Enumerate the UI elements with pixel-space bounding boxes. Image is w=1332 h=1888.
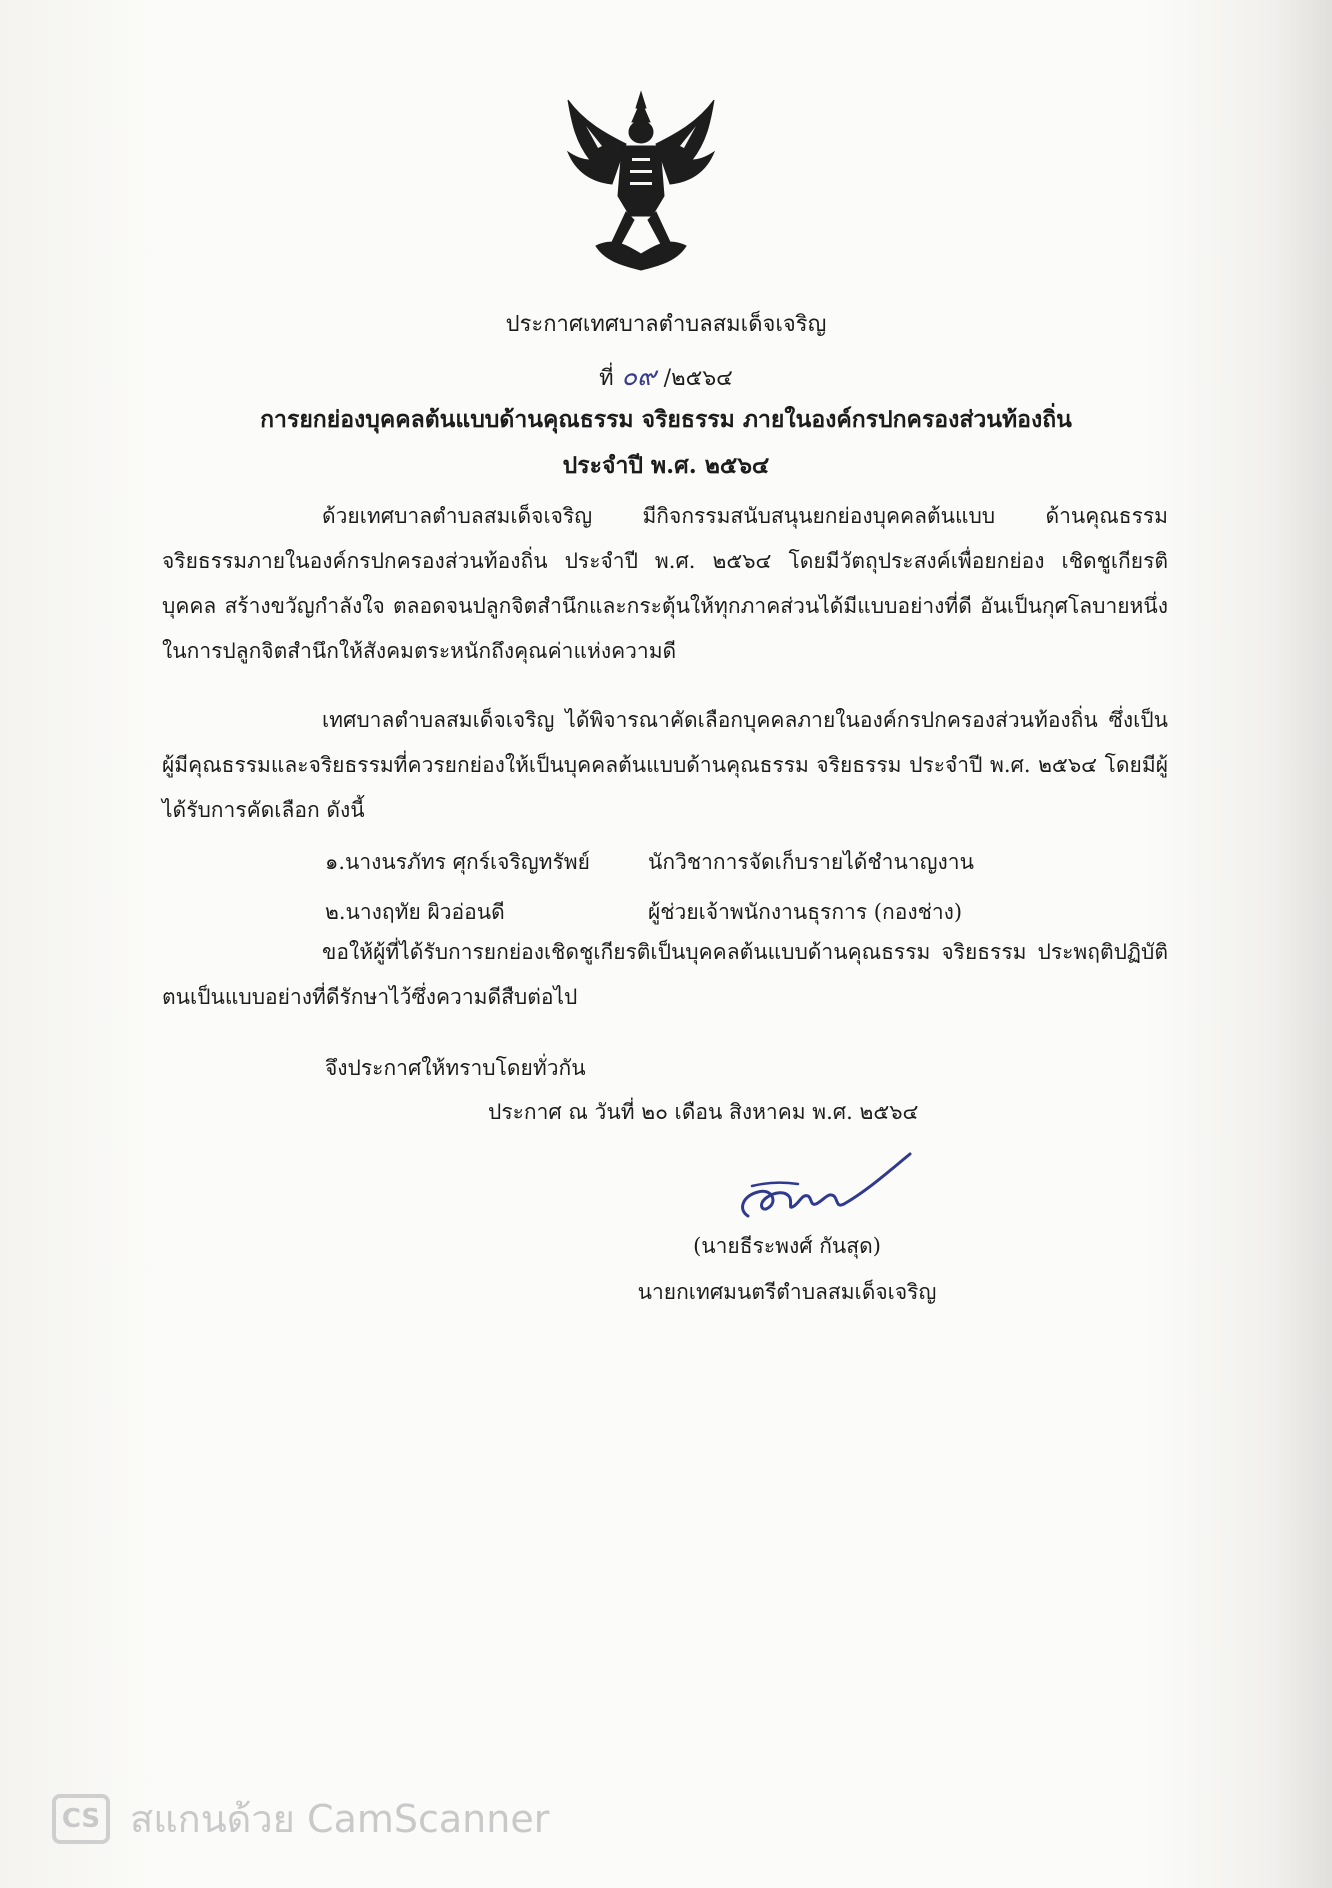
camscanner-watermark xyxy=(52,1788,549,1849)
camscanner-logo-icon: CS xyxy=(52,1794,110,1844)
honoree-position: ผู้ช่วยเจ้าพนักงานธุรการ (กองช่าง) xyxy=(648,900,963,924)
announcement-date: ประกาศ ณ วันที่ ๒๐ เดือน สิงหาคม พ.ศ. ๒๕๖๔ xyxy=(488,1100,919,1124)
body-paragraph-2: เทศบาลตำบลสมเด็จเจริญ ได้พิจารณาคัดเลือกบุคคลภายในองค์กรปกครองส่วนท้องถิ่น ซึ่งเป็นผู้มีคุณธรรมและจริยธรรมที่ควรยกย่องให้เป็นบุคคลต้นแบบด้านคุณธรรม จริยธรรม ประจำปี พ.ศ. ๒๕๖๔ โดยมีผู้ได้รับการคัดเลือก ดังนี้ xyxy=(162,708,1168,822)
page-edge-shadow xyxy=(1272,0,1332,1888)
closing-line: จึงประกาศให้ทราบโดยทั่วกัน xyxy=(325,1056,586,1080)
signer-title: นายกเทศมนตรีตำบลสมเด็จเจริญ xyxy=(637,1280,937,1304)
announcement-year: ประจำปี พ.ศ. ๒๕๖๔ xyxy=(562,452,770,479)
honoree-position: นักวิชาการจัดเก็บรายได้ชำนาญงาน xyxy=(648,850,974,874)
body-paragraph-3: ขอให้ผู้ที่ได้รับการยกย่องเชิดชูเกียรติเป็นบุคคลต้นแบบด้านคุณธรรม จริยธรรม ประพฤติปฏิบัติตนเป็นแบบอย่างที่ดีรักษาไว้ซึ่งความดีสืบต่อไป xyxy=(162,940,1168,1009)
handwritten-number: ๐๙ xyxy=(621,362,657,392)
garuda-emblem-icon xyxy=(556,86,726,276)
announcement-subject: การยกย่องบุคคลต้นแบบด้านคุณธรรม จริยธรรม ภายในองค์กรปกครองส่วนท้องถิ่น xyxy=(260,406,1072,433)
number-prefix: ที่ xyxy=(599,366,614,391)
body-paragraph-1: ด้วยเทศบาลตำบลสมเด็จเจริญ มีกิจกรรมสนับสนุนยกย่องบุคคลต้นแบบ ด้านคุณธรรม จริยธรรมภายในองค์กรปกครองส่วนท้องถิ่น ประจำปี พ.ศ. ๒๕๖๔ โดยมีวัตถุประสงค์เพื่อยกย่อง เชิดชูเกียรติบุคคล สร้างขวัญกำลังใจ ตลอดจนปลูกจิตสำนึกและกระตุ้นให้ทุกภาคส่วนได้มีแบบอย่างที่ดี อันเป็นกุศโลบายหนึ่งในการปลูกจิตสำนึกให้สังคมตระหนักถึงคุณค่าแห่งความดี xyxy=(162,504,1168,663)
honoree-name: ๑.นางนรภัทร ศุกร์เจริญทรัพย์ xyxy=(325,850,590,874)
signer-name: (นายธีระพงศ์ กันสุด) xyxy=(693,1234,881,1258)
honoree-name: ๒.นางฤทัย ผิวอ่อนดี xyxy=(325,900,505,924)
announcement-number xyxy=(0,356,1332,397)
announcement-title: ประกาศเทศบาลตำบลสมเด็จเจริญ xyxy=(505,312,827,337)
number-suffix: /๒๕๖๔ xyxy=(663,366,733,391)
signature-icon xyxy=(728,1146,918,1226)
watermark-text: สแกนด้วย CamScanner xyxy=(130,1797,550,1841)
